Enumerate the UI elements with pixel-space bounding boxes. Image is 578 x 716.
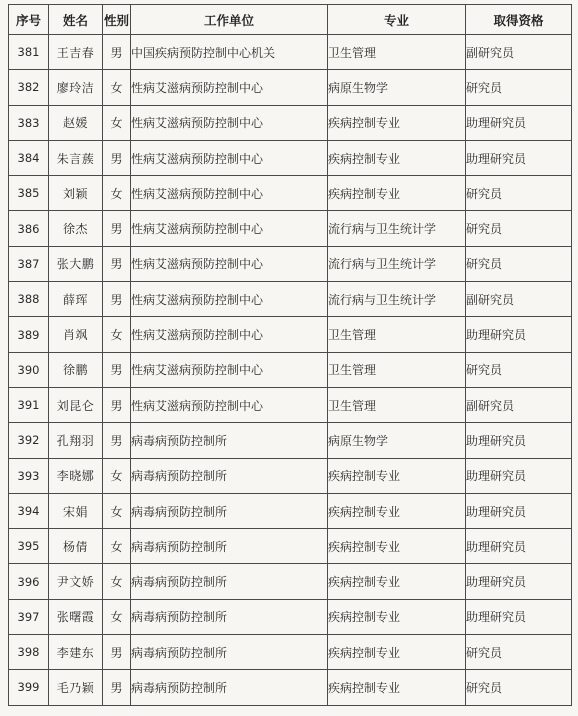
- table-header-row: [9, 5, 572, 35]
- cell-major: 卫生管理: [328, 387, 466, 422]
- cell-qualification: 研究员: [466, 70, 572, 105]
- cell-name: 肖飒: [49, 317, 103, 352]
- cell-work-unit: 病毒病预防控制所: [131, 529, 328, 564]
- cell-major: 疾病控制专业: [328, 670, 466, 705]
- table-row: [9, 140, 572, 175]
- table-body: [9, 35, 572, 706]
- cell-gender: 男: [103, 282, 131, 317]
- cell-serial: 390: [9, 352, 49, 387]
- cell-gender: 男: [103, 387, 131, 422]
- cell-major: 流行病与卫生统计学: [328, 282, 466, 317]
- cell-serial: 383: [9, 105, 49, 140]
- cell-gender: 女: [103, 493, 131, 528]
- cell-major: 流行病与卫生统计学: [328, 246, 466, 281]
- cell-qualification: 助理研究员: [466, 458, 572, 493]
- cell-work-unit: 性病艾滋病预防控制中心: [131, 70, 328, 105]
- cell-gender: 男: [103, 246, 131, 281]
- cell-gender: 女: [103, 599, 131, 634]
- table-row: [9, 317, 572, 352]
- cell-serial: 391: [9, 387, 49, 422]
- cell-name: 杨倩: [49, 529, 103, 564]
- cell-qualification: 助理研究员: [466, 564, 572, 599]
- cell-qualification: 研究员: [466, 352, 572, 387]
- cell-work-unit: 病毒病预防控制所: [131, 423, 328, 458]
- cell-gender: 女: [103, 176, 131, 211]
- cell-qualification: 助理研究员: [466, 599, 572, 634]
- cell-name: 刘颖: [49, 176, 103, 211]
- cell-qualification: 助理研究员: [466, 105, 572, 140]
- cell-work-unit: 性病艾滋病预防控制中心: [131, 246, 328, 281]
- cell-name: 李建东: [49, 635, 103, 670]
- cell-gender: 女: [103, 564, 131, 599]
- cell-gender: 女: [103, 70, 131, 105]
- cell-work-unit: 性病艾滋病预防控制中心: [131, 282, 328, 317]
- cell-qualification: 研究员: [466, 246, 572, 281]
- cell-work-unit: 性病艾滋病预防控制中心: [131, 105, 328, 140]
- cell-gender: 男: [103, 423, 131, 458]
- cell-major: 流行病与卫生统计学: [328, 211, 466, 246]
- cell-qualification: 研究员: [466, 211, 572, 246]
- cell-major: 卫生管理: [328, 317, 466, 352]
- table-row: [9, 493, 572, 528]
- cell-name: 徐杰: [49, 211, 103, 246]
- cell-serial: 394: [9, 493, 49, 528]
- cell-major: 疾病控制专业: [328, 564, 466, 599]
- cell-name: 李晓娜: [49, 458, 103, 493]
- cell-qualification: 助理研究员: [466, 140, 572, 175]
- cell-qualification: 副研究员: [466, 35, 572, 70]
- cell-serial: 389: [9, 317, 49, 352]
- cell-qualification: 助理研究员: [466, 529, 572, 564]
- cell-serial: 397: [9, 599, 49, 634]
- cell-work-unit: 中国疾病预防控制中心机关: [131, 35, 328, 70]
- cell-gender: 男: [103, 140, 131, 175]
- table-row: [9, 246, 572, 281]
- table-row: [9, 529, 572, 564]
- cell-gender: 男: [103, 352, 131, 387]
- cell-major: 卫生管理: [328, 35, 466, 70]
- cell-gender: 女: [103, 105, 131, 140]
- cell-gender: 女: [103, 458, 131, 493]
- cell-work-unit: 性病艾滋病预防控制中心: [131, 211, 328, 246]
- cell-serial: 385: [9, 176, 49, 211]
- cell-qualification: 研究员: [466, 635, 572, 670]
- cell-work-unit: 病毒病预防控制所: [131, 564, 328, 599]
- cell-qualification: 副研究员: [466, 282, 572, 317]
- cell-serial: 387: [9, 246, 49, 281]
- cell-gender: 男: [103, 635, 131, 670]
- cell-name: 刘昆仑: [49, 387, 103, 422]
- table-row: [9, 635, 572, 670]
- table-row: [9, 352, 572, 387]
- cell-name: 廖玲洁: [49, 70, 103, 105]
- cell-major: 疾病控制专业: [328, 176, 466, 211]
- table-row: [9, 423, 572, 458]
- cell-serial: 395: [9, 529, 49, 564]
- table-row: [9, 70, 572, 105]
- table-row: [9, 458, 572, 493]
- cell-qualification: 助理研究员: [466, 423, 572, 458]
- cell-name: 薛珲: [49, 282, 103, 317]
- cell-work-unit: 性病艾滋病预防控制中心: [131, 317, 328, 352]
- cell-work-unit: 性病艾滋病预防控制中心: [131, 176, 328, 211]
- cell-name: 毛乃颖: [49, 670, 103, 705]
- cell-qualification: 助理研究员: [466, 317, 572, 352]
- cell-serial: 382: [9, 70, 49, 105]
- cell-name: 张曙霞: [49, 599, 103, 634]
- header-serial: 序号: [9, 5, 49, 35]
- cell-serial: 388: [9, 282, 49, 317]
- header-name: 姓名: [49, 5, 103, 35]
- cell-name: 尹文娇: [49, 564, 103, 599]
- cell-name: 赵媛: [49, 105, 103, 140]
- cell-serial: 392: [9, 423, 49, 458]
- cell-work-unit: 病毒病预防控制所: [131, 458, 328, 493]
- header-work-unit: 工作单位: [131, 5, 328, 35]
- cell-work-unit: 病毒病预防控制所: [131, 599, 328, 634]
- table-row: [9, 35, 572, 70]
- cell-major: 病原生物学: [328, 423, 466, 458]
- cell-work-unit: 性病艾滋病预防控制中心: [131, 352, 328, 387]
- cell-gender: 男: [103, 35, 131, 70]
- header-qualification: 取得资格: [466, 5, 572, 35]
- cell-name: 徐鹏: [49, 352, 103, 387]
- cell-serial: 393: [9, 458, 49, 493]
- table-row: [9, 211, 572, 246]
- table-row: [9, 599, 572, 634]
- cell-name: 王吉春: [49, 35, 103, 70]
- qualification-table: [8, 4, 572, 706]
- table-row: [9, 387, 572, 422]
- cell-work-unit: 病毒病预防控制所: [131, 493, 328, 528]
- header-major: 专业: [328, 5, 466, 35]
- cell-qualification: 副研究员: [466, 387, 572, 422]
- cell-major: 疾病控制专业: [328, 599, 466, 634]
- table-row: [9, 176, 572, 211]
- table-row: [9, 105, 572, 140]
- cell-qualification: 研究员: [466, 670, 572, 705]
- cell-serial: 399: [9, 670, 49, 705]
- cell-gender: 女: [103, 317, 131, 352]
- cell-name: 孔翔羽: [49, 423, 103, 458]
- cell-serial: 386: [9, 211, 49, 246]
- cell-major: 卫生管理: [328, 352, 466, 387]
- cell-serial: 398: [9, 635, 49, 670]
- cell-gender: 男: [103, 670, 131, 705]
- cell-major: 疾病控制专业: [328, 458, 466, 493]
- cell-serial: 384: [9, 140, 49, 175]
- cell-major: 疾病控制专业: [328, 529, 466, 564]
- cell-name: 朱言蔟: [49, 140, 103, 175]
- cell-major: 疾病控制专业: [328, 105, 466, 140]
- cell-qualification: 研究员: [466, 176, 572, 211]
- cell-serial: 396: [9, 564, 49, 599]
- table-row: [9, 564, 572, 599]
- cell-name: 张大鹏: [49, 246, 103, 281]
- cell-work-unit: 性病艾滋病预防控制中心: [131, 140, 328, 175]
- table-row: [9, 670, 572, 705]
- cell-major: 病原生物学: [328, 70, 466, 105]
- cell-work-unit: 病毒病预防控制所: [131, 670, 328, 705]
- cell-work-unit: 性病艾滋病预防控制中心: [131, 387, 328, 422]
- cell-name: 宋娟: [49, 493, 103, 528]
- cell-major: 疾病控制专业: [328, 635, 466, 670]
- cell-gender: 男: [103, 211, 131, 246]
- cell-serial: 381: [9, 35, 49, 70]
- cell-qualification: 助理研究员: [466, 493, 572, 528]
- header-gender: 性别: [103, 5, 131, 35]
- cell-major: 疾病控制专业: [328, 493, 466, 528]
- cell-work-unit: 病毒病预防控制所: [131, 635, 328, 670]
- cell-major: 疾病控制专业: [328, 140, 466, 175]
- cell-gender: 女: [103, 529, 131, 564]
- table-row: [9, 282, 572, 317]
